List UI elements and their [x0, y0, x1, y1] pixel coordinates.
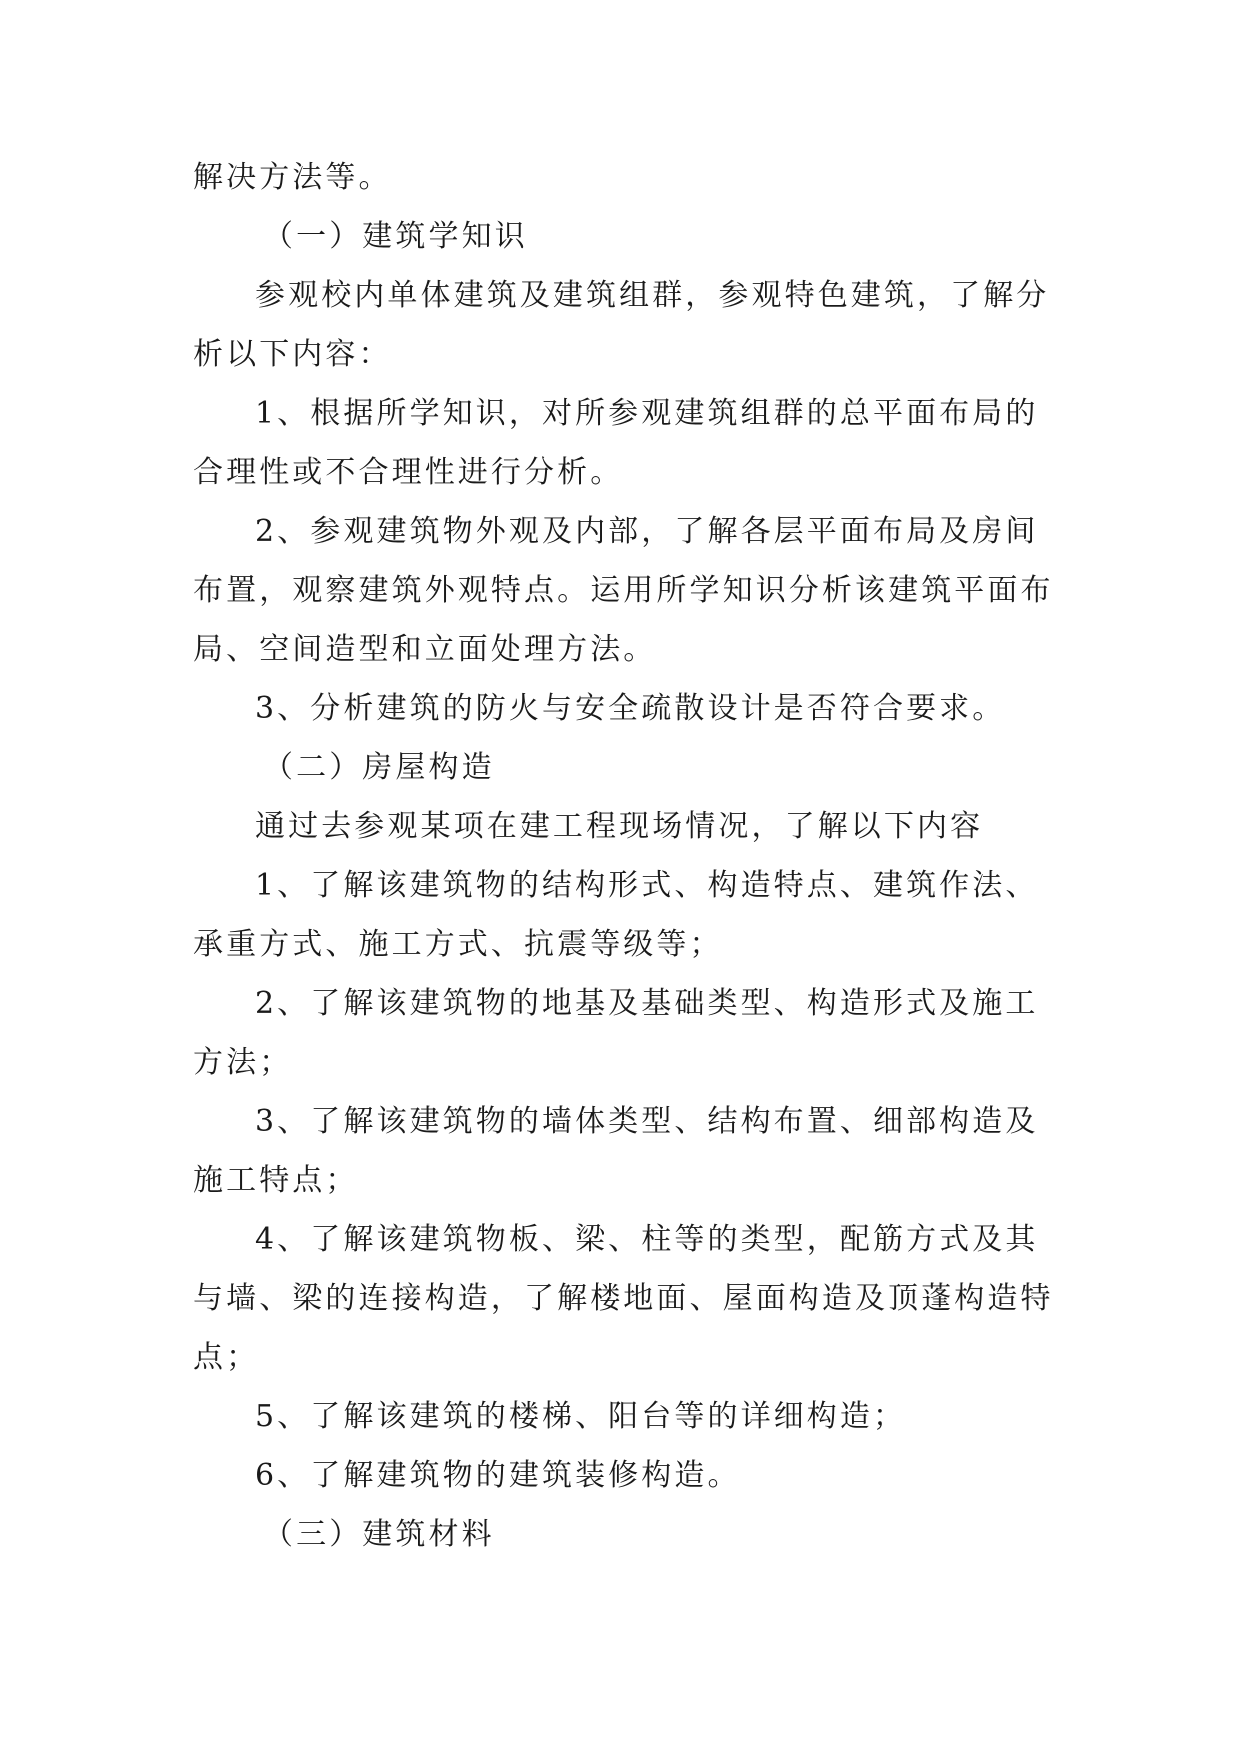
text-line: 承重方式、施工方式、抗震等级等；	[193, 927, 723, 962]
list-item-line: 3、分析建筑的防火与安全疏散设计是否符合要求。	[255, 691, 1006, 726]
section-heading: （一）建筑学知识	[263, 219, 528, 254]
text-line: 施工特点；	[193, 1163, 359, 1198]
document-body	[193, 148, 1063, 1564]
paragraph-line: 参观校内单体建筑及建筑组群，参观特色建筑，了解分	[255, 278, 1050, 313]
text-line: 布置，观察建筑外观特点。运用所学知识分析该建筑平面布	[193, 573, 1054, 608]
section-heading: （二）房屋构造	[263, 750, 495, 785]
list-item-line: 1、了解该建筑物的结构形式、构造特点、建筑作法、	[255, 868, 1039, 903]
list-item-line: 3、了解该建筑物的墙体类型、结构布置、细部构造及	[255, 1104, 1039, 1139]
list-item-line: 6、了解建筑物的建筑装修构造。	[255, 1458, 741, 1493]
text-line: 方法；	[193, 1045, 293, 1080]
text-line: 与墙、梁的连接构造，了解楼地面、屋面构造及顶蓬构造特	[193, 1281, 1054, 1316]
paragraph-line: 通过去参观某项在建工程现场情况，了解以下内容	[255, 809, 984, 844]
text-line: 合理性或不合理性进行分析。	[193, 455, 624, 490]
text-line: 局、空间造型和立面处理方法。	[193, 632, 657, 667]
list-item-line: 2、参观建筑物外观及内部，了解各层平面布局及房间	[255, 514, 1039, 549]
list-item-line: 5、了解该建筑的楼梯、阳台等的详细构造；	[255, 1399, 907, 1434]
text-line: 析以下内容：	[193, 337, 392, 372]
text-line: 点；	[193, 1340, 260, 1375]
section-heading: （三）建筑材料	[263, 1517, 495, 1552]
list-item-line: 4、了解该建筑物板、梁、柱等的类型，配筋方式及其	[255, 1222, 1039, 1257]
text-line: 解决方法等。	[193, 160, 392, 195]
list-item-line: 1、根据所学知识，对所参观建筑组群的总平面布局的	[255, 396, 1039, 431]
list-item-line: 2、了解该建筑物的地基及基础类型、构造形式及施工	[255, 986, 1039, 1021]
